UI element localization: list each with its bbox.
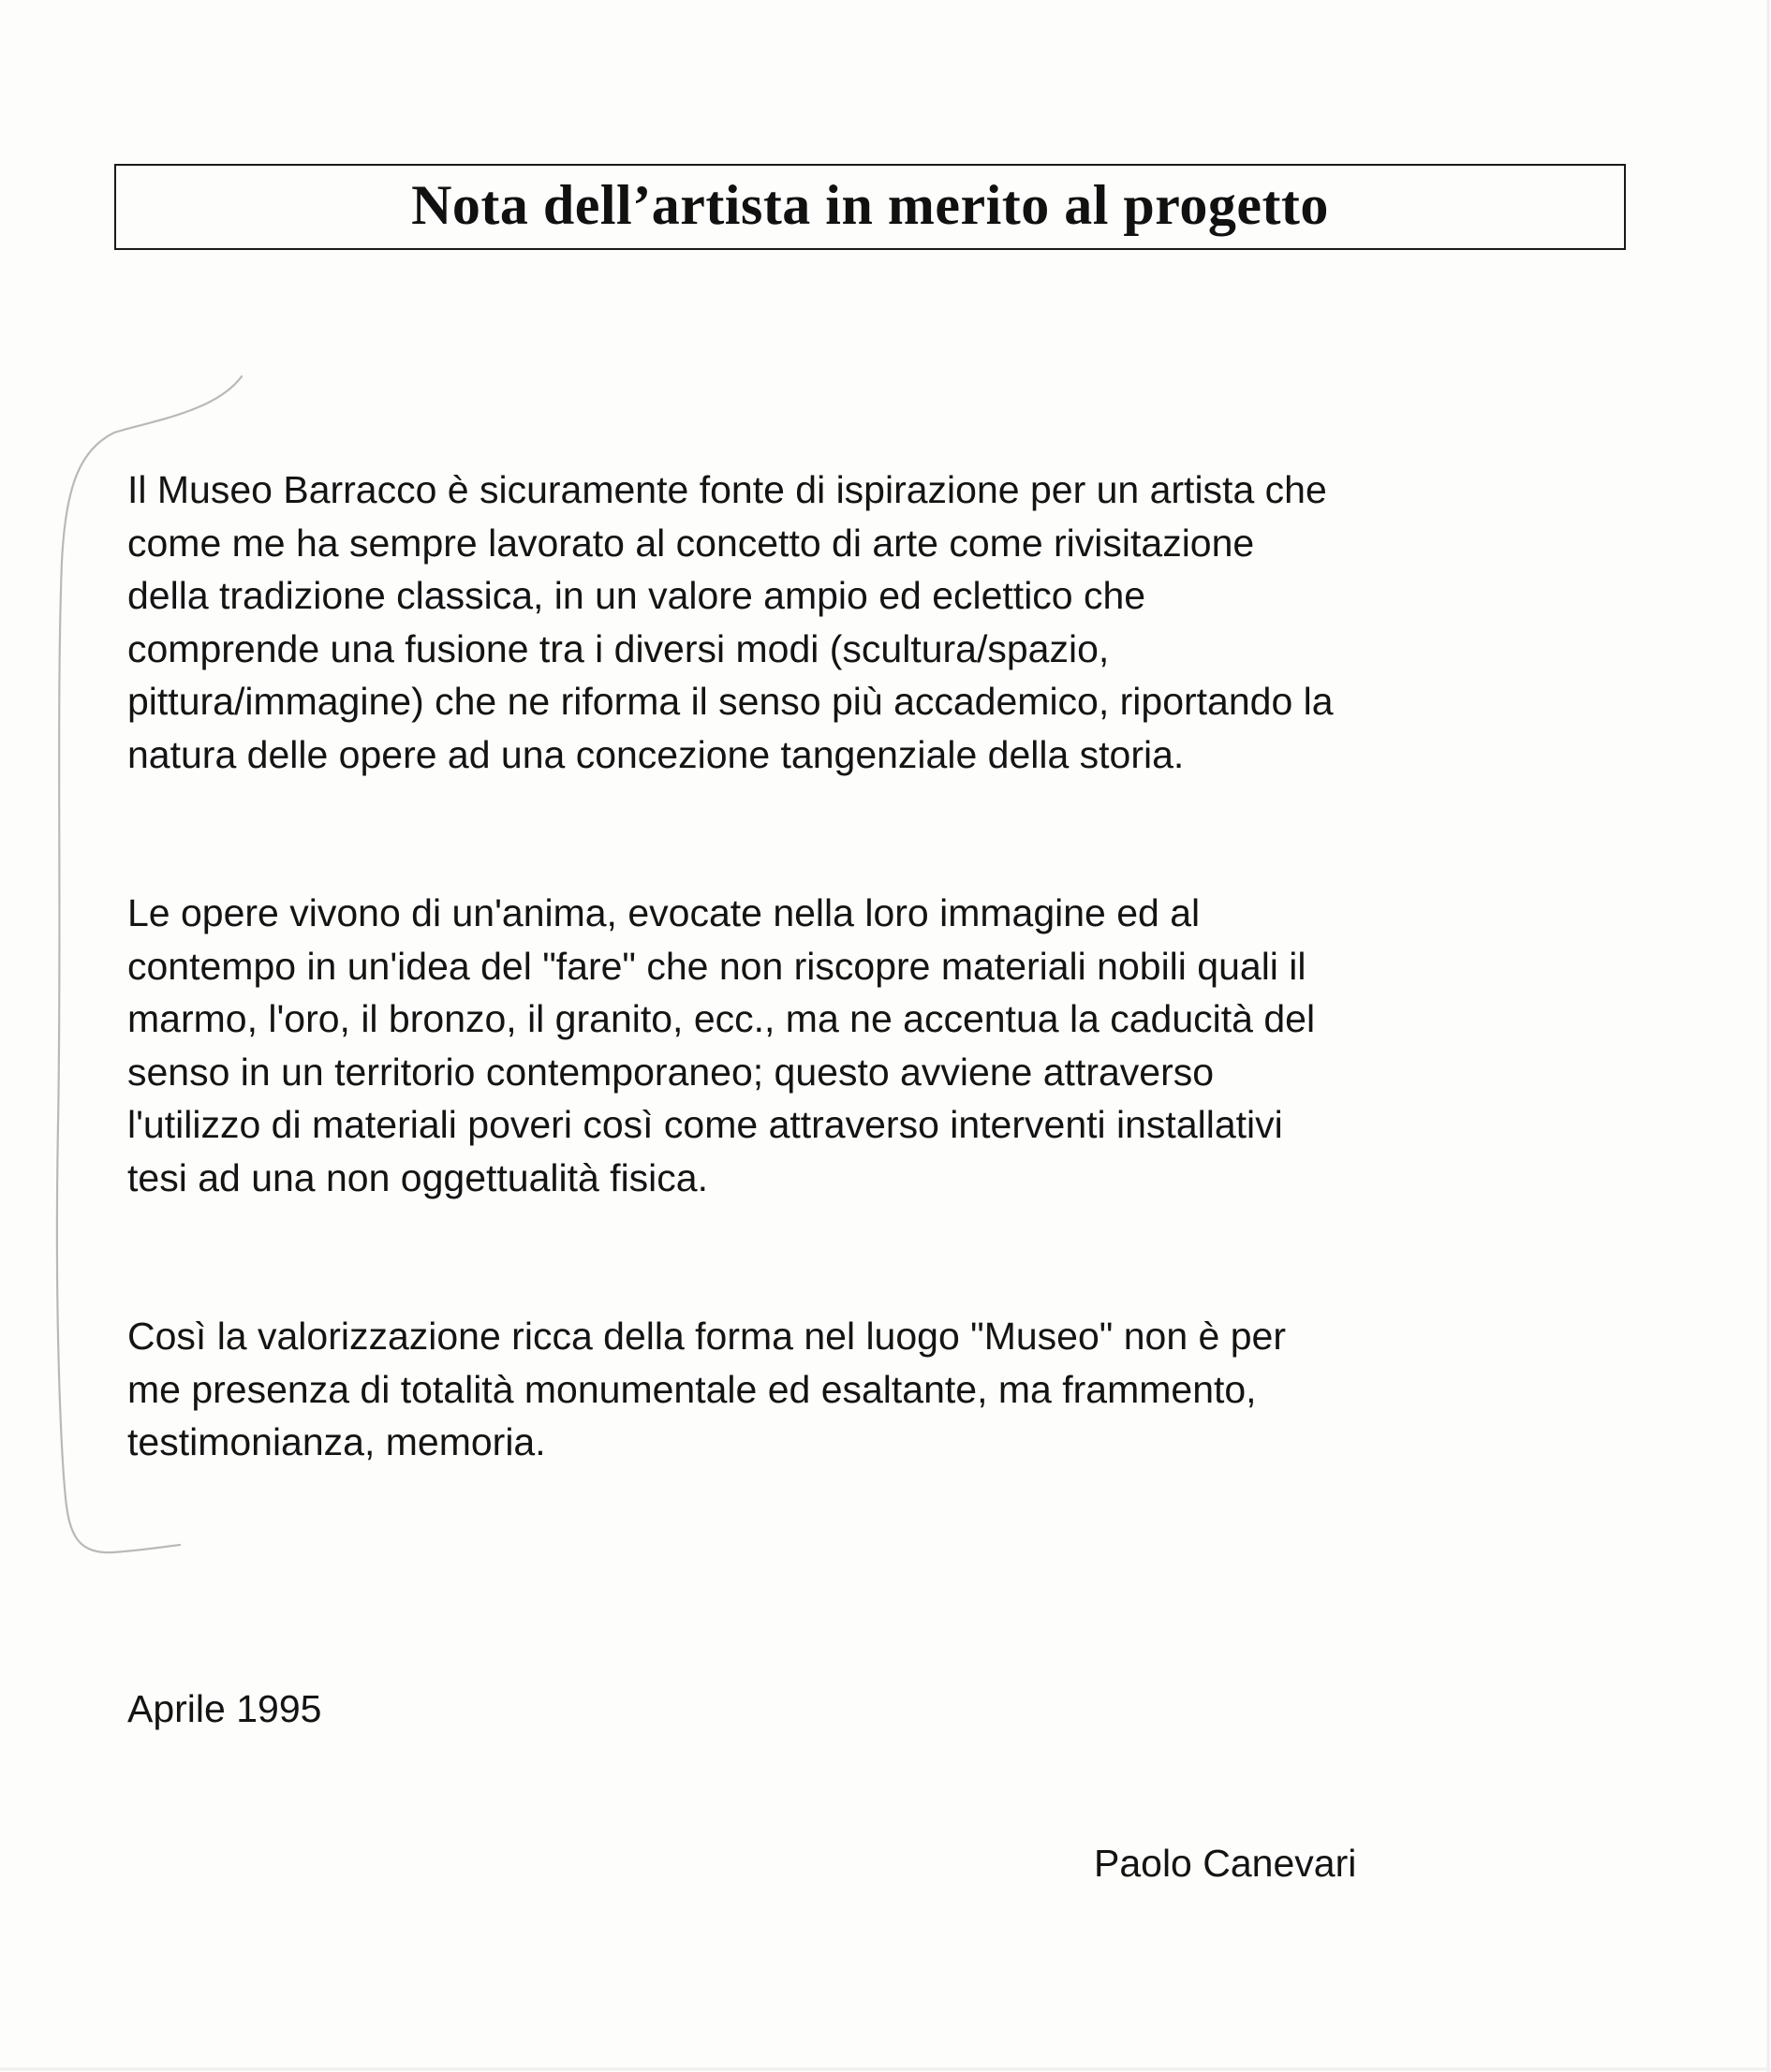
paragraph-line: Il Museo Barracco è sicuramente fonte di ispirazione per un artista che <box>127 468 1327 511</box>
paragraph-line: l'utilizzo di materiali poveri così come attraverso interventi installativi <box>127 1103 1283 1146</box>
paragraph-line: della tradizione classica, in un valore ampio ed eclettico che <box>127 574 1146 617</box>
paragraph-line: tesi ad una non oggettualità fisica. <box>127 1155 708 1199</box>
paragraph-line: me presenza di totalità monumentale ed esaltante, ma frammento, <box>127 1367 1257 1411</box>
paragraph-line: natura delle opere ad una concezione tangenziale della storia. <box>127 732 1185 776</box>
paragraph-line: testimonianza, memoria. <box>127 1420 546 1463</box>
paragraph-line: contempo in un'idea del "fare" che non riscopre materiali nobili quali il <box>127 944 1306 988</box>
author-signature: Paolo Canevari <box>1094 1842 1357 1885</box>
paragraph-line: come me ha sempre lavorato al concetto di arte come rivisitazione <box>127 521 1255 565</box>
paragraph-3 <box>127 1310 1663 1469</box>
paragraph-line: Così la valorizzazione ricca della forma nel luogo "Museo" non è per <box>127 1315 1286 1358</box>
document-date: Aprile 1995 <box>127 1687 322 1730</box>
paragraph-line: marmo, l'oro, il bronzo, il granito, ecc., ma ne accentua la caducità del <box>127 997 1316 1040</box>
document-title: Nota dell’artista in merito al progetto <box>411 173 1329 236</box>
paragraph-1 <box>127 463 1663 781</box>
paragraph-2 <box>127 887 1663 1204</box>
paragraph-line: senso in un territorio contemporaneo; questo avviene attraverso <box>127 1050 1215 1094</box>
title-box <box>114 164 1626 250</box>
paragraph-line: comprende una fusione tra i diversi modi (scultura/spazio, <box>127 626 1110 670</box>
paragraph-line: Le opere vivono di un'anima, evocate nella loro immagine ed al <box>127 891 1201 934</box>
paragraph-line: pittura/immagine) che ne riforma il senso più accademico, riportando la <box>127 680 1334 723</box>
